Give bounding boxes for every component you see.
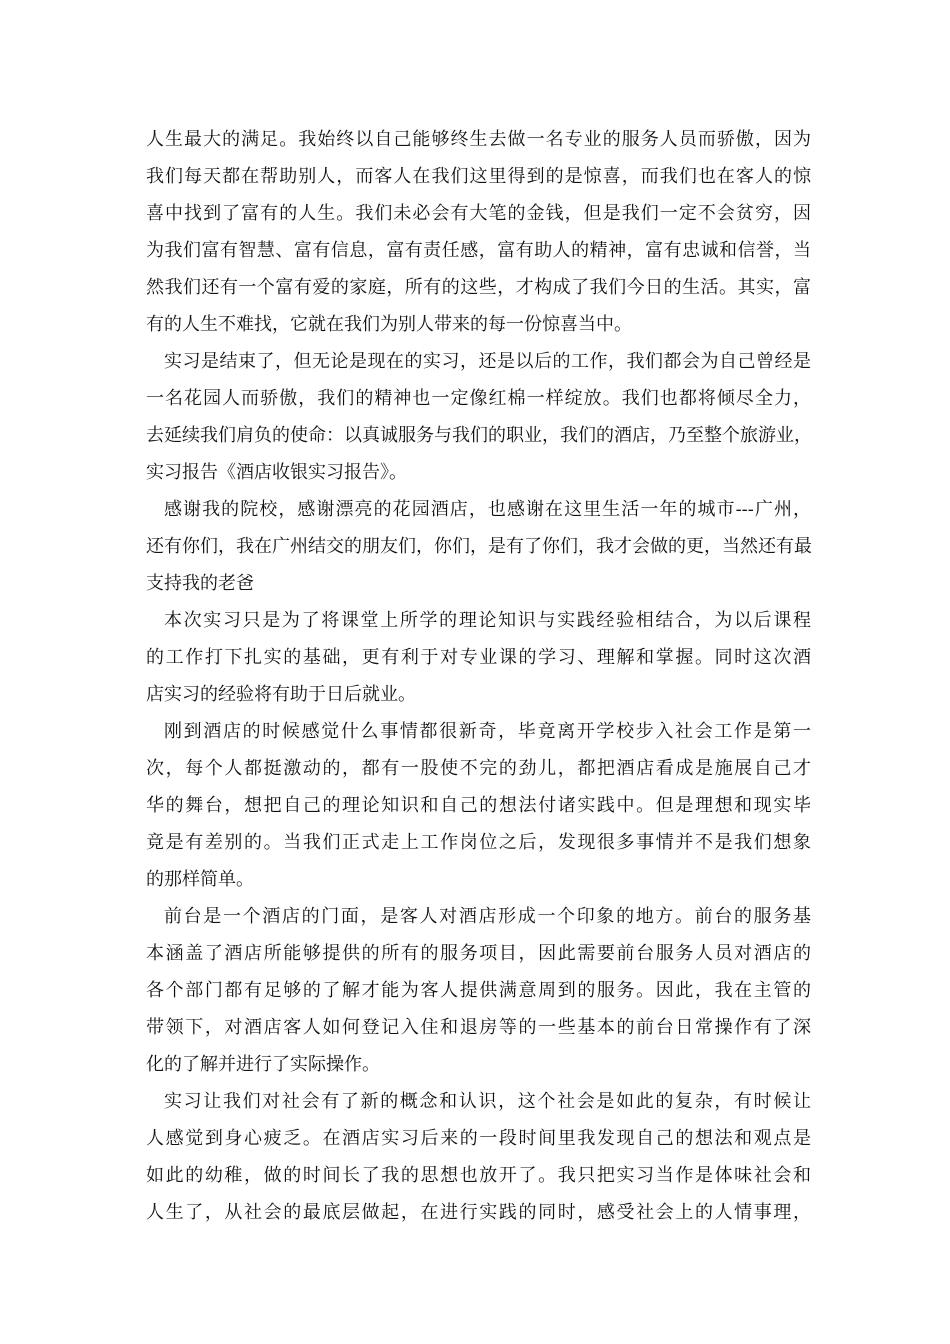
text-line: 本次实习只是为了将课堂上所学的理论知识与实践经验相结合，为以后课程 xyxy=(164,610,811,631)
paragraph-3 xyxy=(146,491,811,602)
paragraph-6 xyxy=(146,898,811,1083)
text-line: 本涵盖了酒店所能够提供的所有的服务项目，因此需要前台服务人员对酒店的 xyxy=(146,943,811,964)
text-line: 实习是结束了，但无论是现在的实习，还是以后的工作，我们都会为自己曾经是 xyxy=(164,351,811,372)
paragraph-1 xyxy=(146,121,811,343)
text-line: 去延续我们肩负的使命：以真诚服务与我们的职业，我们的酒店，乃至整个旅游业， xyxy=(146,425,812,446)
paragraph-5 xyxy=(146,713,811,898)
text-line: 然我们还有一个富有爱的家庭，所有的这些，才构成了我们今日的生活。其实，富 xyxy=(146,277,811,298)
text-line: 人感觉到身心疲乏。在酒店实习后来的一段时间里我发现自己的想法和观点是 xyxy=(146,1128,811,1149)
text-line: 的那样简单。 xyxy=(146,869,254,890)
document-page xyxy=(146,121,811,1231)
text-line: 刚到酒店的时候感觉什么事情都很新奇，毕竟离开学校步入社会工作是第一 xyxy=(164,721,811,742)
text-line: 感谢我的院校，感谢漂亮的花园酒店，也感谢在这里生活一年的城市---广州， xyxy=(164,499,811,520)
paragraph-4 xyxy=(146,602,811,713)
text-line: 为我们富有智慧、富有信息，富有责任感，富有助人的精神，富有忠诚和信誉，当 xyxy=(146,240,811,261)
text-line: 喜中找到了富有的人生。我们未必会有大笔的金钱，但是我们一定不会贫穷，因 xyxy=(146,203,811,224)
text-line: 华的舞台，想把自己的理论知识和自己的想法付诸实践中。但是理想和现实毕 xyxy=(146,795,811,816)
text-line: 还有你们，我在广州结交的朋友们，你们，是有了你们，我才会做的更，当然还有最 xyxy=(146,536,812,557)
text-line: 实习让我们对社会有了新的概念和认识，这个社会是如此的复杂，有时候让 xyxy=(164,1091,811,1112)
text-line: 支持我的老爸 xyxy=(146,573,254,594)
text-line: 次，每个人都挺激动的，都有一股使不完的劲儿，都把酒店看成是施展自己才 xyxy=(146,758,811,779)
text-line: 店实习的经验将有助于日后就业。 xyxy=(146,684,416,705)
text-line: 各个部门都有足够的了解才能为客人提供满意周到的服务。因此，我在主管的 xyxy=(146,980,811,1001)
text-line: 如此的幼稚，做的时间长了我的思想也放开了。我只把实习当作是体味社会和 xyxy=(146,1165,811,1186)
text-line: 化的了解并进行了实际操作。 xyxy=(146,1054,380,1075)
text-line: 带领下，对酒店客人如何登记入住和退房等的一些基本的前台日常操作有了深 xyxy=(146,1017,811,1038)
text-line: 有的人生不难找，它就在我们为别人带来的每一份惊喜当中。 xyxy=(146,314,632,335)
paragraph-2 xyxy=(146,343,811,491)
text-line: 竟是有差别的。当我们正式走上工作岗位之后，发现很多事情并不是我们想象 xyxy=(146,832,811,853)
paragraph-7 xyxy=(146,1083,811,1231)
text-line: 实习报告《酒店收银实习报告》。 xyxy=(146,462,407,483)
text-line: 前台是一个酒店的门面，是客人对酒店形成一个印象的地方。前台的服务基 xyxy=(164,906,811,927)
text-line: 人生最大的满足。我始终以自己能够终生去做一名专业的服务人员而骄傲，因为 xyxy=(146,129,811,150)
text-line: 人生了，从社会的最底层做起，在进行实践的同时，感受社会上的人情事理， xyxy=(146,1202,811,1223)
text-line: 的工作打下扎实的基础，更有利于对专业课的学习、理解和掌握。同时这次酒 xyxy=(146,647,811,668)
text-line: 一名花园人而骄傲，我们的精神也一定像红棉一样绽放。我们也都将倾尽全力， xyxy=(146,388,811,409)
text-line: 我们每天都在帮助别人，而客人在我们这里得到的是惊喜，而我们也在客人的惊 xyxy=(146,166,811,187)
